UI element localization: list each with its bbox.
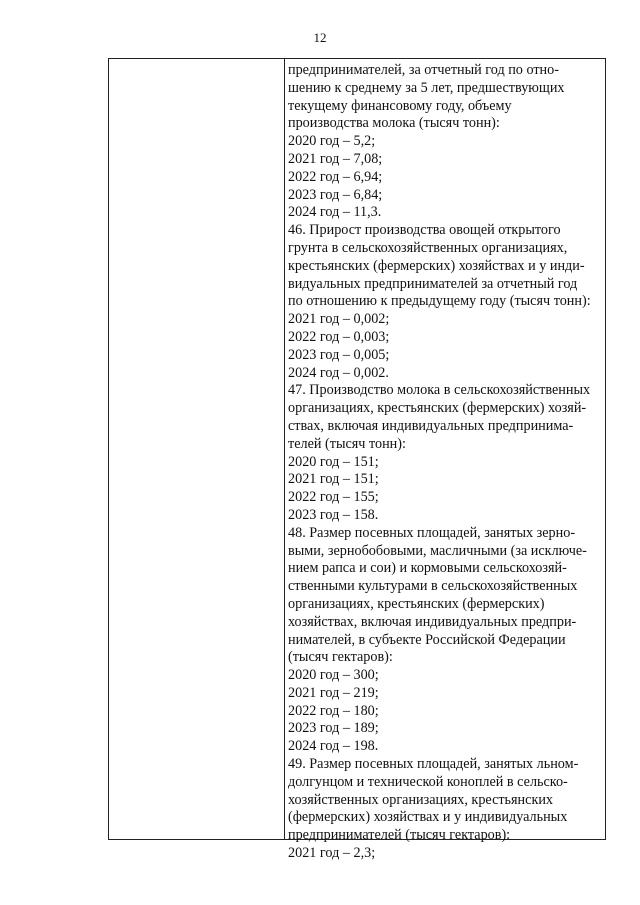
- text-line: 2022 год – 6,94;: [288, 168, 383, 185]
- text-line: (тысяч гектаров):: [288, 649, 393, 666]
- text-line: крестьянских (фермерских) хозяйствах и у инди-: [288, 257, 585, 274]
- text-line: текущему финансовому году, объему: [288, 97, 512, 114]
- column-divider: [284, 59, 285, 839]
- text-line: хозяйствах, включая индивидуальных предпри-: [288, 613, 577, 630]
- text-line: шению к среднему за 5 лет, предшествующих: [288, 79, 565, 96]
- text-line: долгунцом и технической коноплей в сельско-: [288, 773, 568, 790]
- text-line: выми, зернобобовыми, масличными (за исключе-: [288, 542, 587, 559]
- text-line: телей (тысяч тонн):: [288, 435, 406, 452]
- text-line: 2021 год – 219;: [288, 684, 379, 701]
- text-line: 2021 год – 151;: [288, 471, 379, 488]
- document-table: [108, 58, 606, 862]
- text-line: 2023 год – 158.: [288, 506, 379, 523]
- text-line: 49. Размер посевных площадей, занятых льном-: [288, 756, 579, 773]
- text-line: нием рапса и сои) и кормовыми сельскохозяй-: [288, 560, 567, 577]
- text-line: 2024 год – 0,002.: [288, 364, 389, 381]
- text-line: 48. Размер посевных площадей, занятых зерно-: [288, 524, 576, 541]
- text-line: 2023 год – 0,005;: [288, 346, 390, 363]
- table-right-cell: [288, 62, 604, 863]
- text-line: (фермерских) хозяйствах и у индивидуальных: [288, 809, 568, 826]
- table-left-cell: [109, 59, 284, 839]
- text-line: 2022 год – 155;: [288, 489, 379, 506]
- text-line: предпринимателей (тысяч гектаров):: [288, 827, 511, 844]
- text-line: 2024 год – 11,3.: [288, 204, 382, 221]
- text-line: 46. Прирост производства овощей открытого: [288, 222, 561, 239]
- text-line: 2021 год – 7,08;: [288, 150, 383, 167]
- text-line: 47. Производство молока в сельскохозяйственных: [288, 382, 591, 399]
- text-line: по отношению к предыдущему году (тысяч тонн):: [288, 293, 591, 310]
- text-line: 2020 год – 5,2;: [288, 133, 376, 150]
- text-line: производства молока (тысяч тонн):: [288, 115, 500, 132]
- text-line: ственными культурами в сельскохозяйственных: [288, 578, 578, 595]
- text-line: хозяйственных организациях, крестьянских: [288, 791, 554, 808]
- text-line: видуальных предпринимателей за отчетный год: [288, 275, 578, 292]
- text-line: 2021 год – 0,002;: [288, 311, 390, 328]
- text-line: предпринимателей, за отчетный год по отно-: [288, 62, 559, 78]
- text-line: ствах, включая индивидуальных предпринима-: [288, 417, 574, 434]
- text-line: 2022 год – 180;: [288, 702, 379, 719]
- text-line: организациях, крестьянских (фермерских) хозяй-: [288, 400, 587, 417]
- text-line: грунта в сельскохозяйственных организациях,: [288, 239, 568, 256]
- text-line: 2023 год – 6,84;: [288, 186, 383, 203]
- text-line: 2023 год – 189;: [288, 720, 379, 737]
- text-line: 2020 год – 300;: [288, 667, 379, 684]
- text-line: 2020 год – 151;: [288, 453, 379, 470]
- text-line: 2024 год – 198.: [288, 738, 379, 755]
- text-line: 2022 год – 0,003;: [288, 328, 390, 345]
- page-number: 12: [313, 30, 327, 45]
- text-line: организациях, крестьянских (фермерских): [288, 595, 545, 612]
- text-line: нимателей, в субъекте Российской Федерации: [288, 631, 566, 648]
- text-line: 2021 год – 2,3;: [288, 845, 376, 862]
